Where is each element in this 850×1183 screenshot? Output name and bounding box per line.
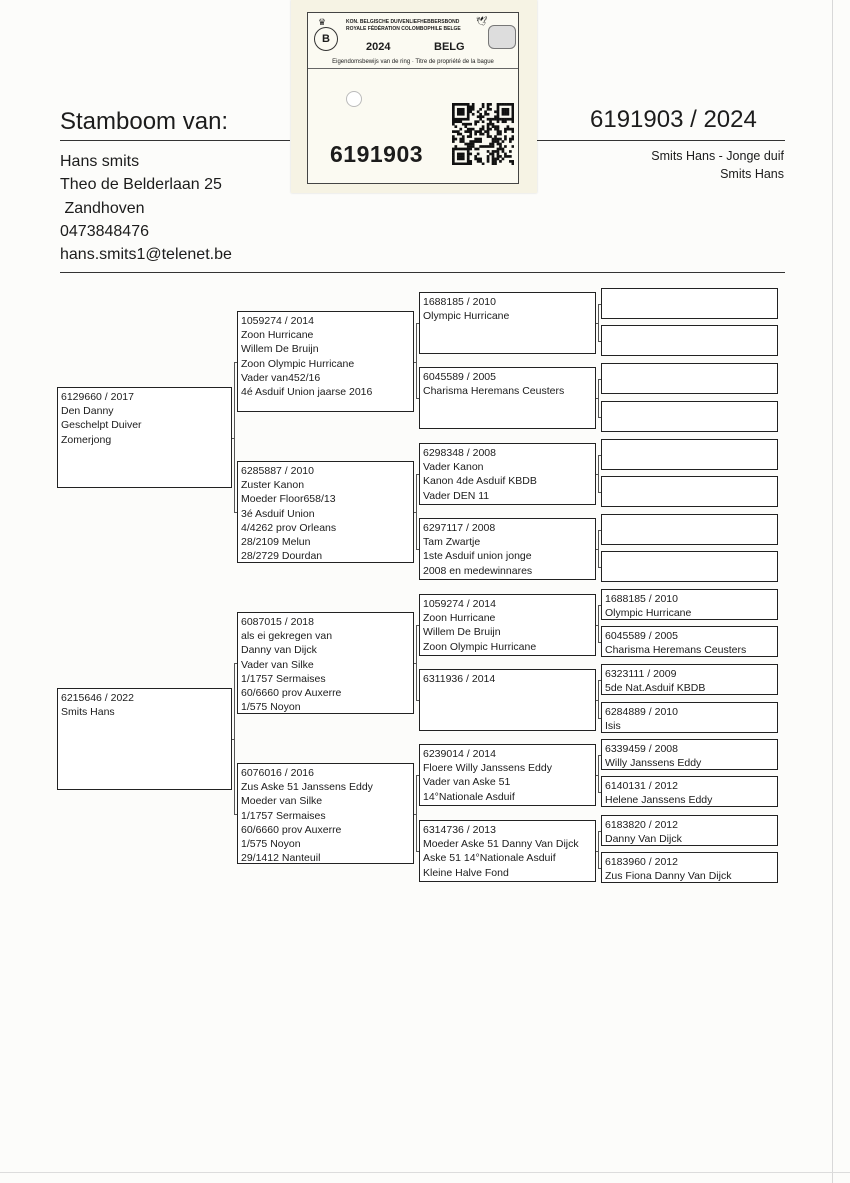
pedigree-line: 28/2109 Melun: [241, 536, 311, 549]
pedigree-line: Zus Fiona Danny Van Dijck: [605, 870, 732, 883]
federation-name: [346, 19, 461, 33]
pedigree-line: 60/6660 prov Auxerre: [241, 823, 342, 836]
ring-number: 6076016 / 2016: [241, 767, 314, 779]
pedigree-box: [601, 401, 778, 432]
connector-line: [598, 304, 599, 341]
connector-line: [234, 362, 237, 363]
pedigree-line: Den Danny: [61, 405, 114, 418]
pedigree-line: Danny van Dijck: [241, 644, 317, 657]
pigeon-info: [651, 147, 784, 183]
ring-number: 1688185 / 2010: [423, 296, 496, 308]
pedigree-line: 4é Asduif Union jaarse 2016: [241, 386, 373, 399]
connector-line: [598, 492, 601, 493]
pedigree-line: 3é Asduif Union: [241, 507, 315, 520]
ring-number: 6285887 / 2010: [241, 465, 314, 477]
pedigree-box: [237, 612, 414, 714]
owner-street: Theo de Belderlaan 25: [60, 176, 222, 194]
connector-line: [234, 814, 237, 815]
connector-line: [416, 700, 419, 701]
pedigree-line: Olympic Hurricane: [423, 310, 510, 323]
ring-card-number: 6191903: [330, 141, 424, 167]
ring-number: 1059274 / 2014: [423, 598, 496, 610]
pedigree-line: Vader van452/16: [241, 371, 321, 384]
qr-code-icon: [452, 103, 514, 165]
connector-line: [598, 455, 601, 456]
pedigree-line: 1/575 Noyon: [241, 701, 301, 714]
pedigree-line: Olympic Hurricane: [605, 607, 692, 620]
pedigree-box: [601, 626, 778, 657]
connector-line: [596, 398, 598, 399]
pedigree-box: [237, 461, 414, 563]
pedigree-box: [601, 739, 778, 770]
connector-line: [598, 605, 599, 642]
connector-line: [598, 567, 601, 568]
ring-number: 6323111 / 2009: [605, 668, 677, 680]
page-edge-bottom: [0, 1172, 850, 1173]
ring-number: 6284889 / 2010: [605, 706, 678, 718]
pedigree-line: Kleine Halve Fond: [423, 866, 509, 879]
pedigree-box: [237, 763, 414, 864]
pedigree-box: [601, 439, 778, 470]
connector-line: [598, 530, 601, 531]
connector-line: [598, 755, 601, 756]
ring-card-frame: [307, 12, 519, 184]
punch-hole: [346, 91, 362, 107]
connector-line: [596, 851, 598, 852]
ring-number: 1688185 / 2010: [605, 593, 678, 605]
connector-line: [598, 642, 601, 643]
owner-address: [60, 150, 232, 266]
connector-line: [596, 625, 598, 626]
federation-logo-icon: B: [314, 27, 338, 51]
ring-number: 6129660 / 2017: [61, 391, 134, 403]
pedigree-line: 1/1757 Sermaises: [241, 809, 326, 822]
connector-line: [598, 341, 601, 342]
pedigree-box: [601, 325, 778, 356]
pedigree-line: Willy Janssens Eddy: [605, 757, 702, 770]
connector-line: [416, 625, 417, 700]
pedigree-line: Tam Zwartje: [423, 536, 481, 549]
connector-line: [234, 663, 235, 814]
pigeon-owner-category: Smits Hans - Jonge duif: [651, 149, 784, 163]
connector-line: [598, 379, 601, 380]
pedigree-line: Danny Van Dijck: [605, 833, 682, 846]
pedigree-line: Zoon Hurricane: [241, 329, 314, 342]
pedigree-box: [601, 288, 778, 319]
pedigree-box: [601, 776, 778, 807]
ring-number: 6314736 / 2013: [423, 824, 496, 836]
connector-line: [598, 868, 601, 869]
pedigree-line: Aske 51 14°Nationale Asduif: [423, 852, 556, 865]
pedigree-box: [237, 311, 414, 412]
connector-line: [416, 474, 419, 475]
pedigree-box: [419, 594, 596, 656]
owner-email: hans.smits1@telenet.be: [60, 246, 232, 264]
ring-number: 6140131 / 2012: [605, 780, 678, 792]
connector-line: [596, 700, 598, 701]
pigeon-icon: 🕊: [476, 16, 488, 26]
connector-line: [416, 323, 417, 398]
pedigree-line: Charisma Heremans Ceusters: [423, 385, 565, 398]
pedigree-box: [419, 669, 596, 731]
pedigree-line: Vader van Silke: [241, 658, 314, 671]
connector-line: [598, 831, 601, 832]
pedigree-line: Zoon Olympic Hurricane: [423, 640, 537, 653]
pedigree-box: [57, 688, 232, 790]
pedigree-line: Moeder Aske 51 Danny Van Dijck: [423, 838, 579, 851]
connector-line: [598, 680, 599, 718]
page-title: Stamboom van:: [60, 108, 229, 135]
ring-number: 6045589 / 2005: [423, 371, 496, 383]
pedigree-line: Helene Janssens Eddy: [605, 794, 713, 807]
connector-line: [598, 718, 601, 719]
header-rule-right: [537, 140, 785, 141]
federation-name-fr: ROYALE FÉDÉRATION COLOMBOPHILE BELGE: [346, 26, 461, 32]
pedigree-line: Zus Aske 51 Janssens Eddy: [241, 781, 373, 794]
ring-number: 6311936 / 2014: [423, 673, 496, 685]
connector-line: [414, 663, 416, 664]
connector-line: [598, 455, 599, 492]
pedigree-box: [419, 443, 596, 505]
connector-line: [414, 362, 416, 363]
pedigree-box: [601, 514, 778, 545]
pedigree-box: [601, 589, 778, 620]
pedigree-box: [601, 363, 778, 394]
ring-card-subtitle: Eigendomsbewijs van de ring · Titre de propriété de la bague: [332, 59, 494, 65]
pedigree-box: [419, 367, 596, 429]
pedigree-box: [601, 476, 778, 507]
pedigree-line: Charisma Heremans Ceusters: [605, 644, 747, 657]
connector-line: [598, 379, 599, 417]
connector-line: [598, 831, 599, 868]
ring-number: 6215646 / 2022: [61, 692, 134, 704]
connector-line: [598, 417, 601, 418]
connector-line: [416, 775, 417, 851]
pedigree-line: Zuster Kanon: [241, 479, 305, 492]
federation-name-nl: KON. BELGISCHE DUIVENLIEFHEBBERSBOND: [346, 19, 460, 25]
connector-line: [596, 775, 598, 776]
pedigree-box: [601, 702, 778, 733]
connector-line: [416, 398, 419, 399]
pedigree-line: Floere Willy Janssens Eddy: [423, 762, 552, 775]
owner-phone: 0473848476: [60, 222, 149, 240]
connector-line: [596, 474, 598, 475]
pedigree-line: 1/1757 Sermaises: [241, 672, 326, 685]
pedigree-box: [601, 551, 778, 582]
pedigree-line: Zomerjong: [61, 433, 112, 446]
pedigree-line: 28/2729 Dourdan: [241, 550, 323, 563]
ring-country: BELG: [434, 41, 465, 53]
connector-line: [232, 438, 234, 439]
connector-line: [598, 530, 599, 567]
pedigree-line: Willem De Bruijn: [423, 626, 501, 639]
pedigree-line: 29/1412 Nanteuil: [241, 852, 321, 864]
ring-ownership-card: [291, 0, 537, 193]
pedigree-line: als ei gekregen van: [241, 630, 333, 643]
header-rule-bottom: [60, 272, 785, 273]
pedigree-box: [601, 664, 778, 695]
pedigree-line: 2008 en medewinnares: [423, 564, 533, 577]
connector-line: [416, 851, 419, 852]
pedigree-line: Kanon 4de Asduif KBDB: [423, 475, 537, 488]
pedigree-line: 14°Nationale Asduif: [423, 790, 515, 803]
connector-line: [416, 549, 419, 550]
owner-city: Zandhoven: [60, 199, 145, 217]
pedigree-box: [601, 815, 778, 846]
pedigree-box: [419, 292, 596, 354]
connector-line: [234, 663, 237, 664]
ring-number: 6239014 / 2014: [423, 748, 496, 760]
pedigree-line: Moeder Floor658/13: [241, 493, 336, 506]
header-rule-left: [60, 140, 290, 141]
pedigree-line: 60/6660 prov Auxerre: [241, 687, 342, 700]
connector-line: [596, 323, 598, 324]
ring-number: 6045589 / 2005: [605, 630, 678, 642]
connector-line: [598, 792, 601, 793]
owner-name: Hans smits: [60, 153, 140, 170]
connector-line: [416, 323, 419, 324]
pedigree-line: 1ste Asduif union jonge: [423, 550, 532, 563]
ring-number: 6087015 / 2018: [241, 616, 314, 628]
pedigree-box: [419, 820, 596, 882]
pedigree-box: [601, 852, 778, 883]
crown-icon: ♛: [318, 17, 327, 27]
connector-line: [416, 775, 419, 776]
connector-line: [598, 680, 601, 681]
connector-line: [416, 474, 417, 549]
pedigree-line: Geschelpt Duiver: [61, 419, 142, 432]
pedigree-line: 5de Nat.Asduif KBDB: [605, 682, 706, 695]
pedigree-line: Zoon Olympic Hurricane: [241, 357, 355, 370]
connector-line: [598, 605, 601, 606]
emblem-icon: [488, 25, 516, 49]
connector-line: [232, 739, 234, 740]
connector-line: [234, 362, 235, 513]
pedigree-box: [57, 387, 232, 488]
pedigree-line: Zoon Hurricane: [423, 612, 496, 625]
ring-number: 6183820 / 2012: [605, 819, 678, 831]
connector-line: [596, 549, 598, 550]
ring-card-header: [308, 13, 518, 69]
ring-number: 6298348 / 2008: [423, 447, 496, 459]
connector-line: [598, 755, 599, 792]
pedigree-line: Moeder van Silke: [241, 795, 323, 808]
ring-number: 6339459 / 2008: [605, 743, 678, 755]
connector-line: [234, 512, 237, 513]
ring-number: 6183960 / 2012: [605, 856, 678, 868]
pedigree-line: Vader Kanon: [423, 461, 484, 474]
pigeon-owner: Smits Hans: [720, 167, 784, 181]
ring-year: 2024: [366, 41, 391, 53]
ring-number: 1059274 / 2014: [241, 315, 314, 327]
pedigree-box: [419, 744, 596, 806]
pedigree-line: Willem De Bruijn: [241, 343, 319, 356]
pedigree-line: 1/575 Noyon: [241, 838, 301, 851]
pedigree-box: [419, 518, 596, 580]
pedigree-line: Vader DEN 11: [423, 489, 490, 502]
pedigree-line: Isis: [605, 720, 621, 733]
pedigree-line: Smits Hans: [61, 706, 115, 719]
page-edge-right: [832, 0, 833, 1183]
connector-line: [598, 304, 601, 305]
connector-line: [416, 625, 419, 626]
ring-number-title: 6191903 / 2024: [590, 106, 757, 133]
pedigree-line: 4/4262 prov Orleans: [241, 521, 337, 534]
ring-number: 6297117 / 2008: [423, 522, 496, 534]
pedigree-line: Vader van Aske 51: [423, 776, 511, 789]
connector-line: [414, 512, 416, 513]
connector-line: [414, 814, 416, 815]
